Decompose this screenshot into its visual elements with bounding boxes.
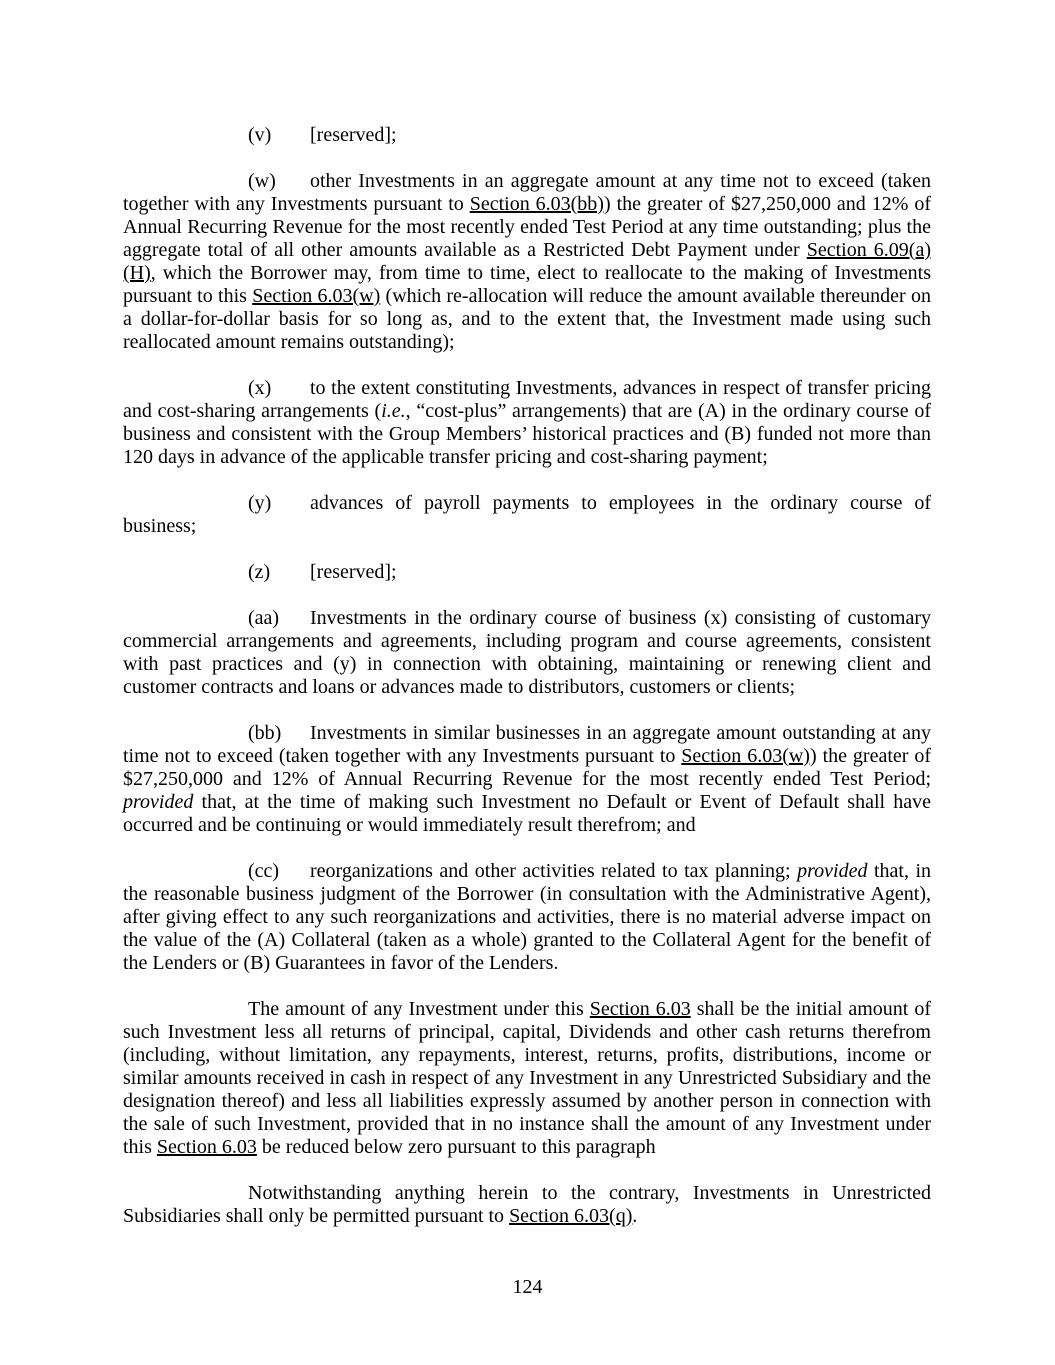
clause-label: (z) <box>248 561 271 583</box>
page-number: 124 <box>512 1276 543 1298</box>
clause-label: (x) <box>248 377 272 399</box>
investment-amount-paragraph <box>123 998 931 1159</box>
clause-cc <box>123 860 931 975</box>
section-reference: Section 6.03(w) <box>681 745 810 767</box>
text-run: that, at the time of making such Investment no Default or Event of Default shall have occurred and be continuing or would immediately result therefrom; and <box>123 791 931 836</box>
section-reference: Section 6.03(w) <box>252 285 381 307</box>
text-run: Notwithstanding anything herein to the contrary, Investments in Unrestricted Subsidiaries shall only be permitted pursuant to <box>123 1182 931 1227</box>
text-run: , “cost-plus” arrangements) that are (A) in the ordinary course of business and consistent with the Group Members’ historical practices and (B) funded not more than 120 days in advance of the applicable transfer pricing and cost-sharing payment; <box>123 400 932 468</box>
clause-v <box>123 124 931 147</box>
text-run: , which the Borrower may, from time to time, elect to reallocate to the making of Investments pursuant to this <box>123 262 931 307</box>
document-body <box>123 124 931 1251</box>
text-run: be reduced below zero pursuant to this paragraph <box>256 1136 656 1158</box>
section-reference: Section 6.03(q) <box>509 1205 633 1227</box>
text-run: ) the greater of $27,250,000 and 12% of Annual Recurring Revenue for the most recently ended Test Period at any time outstanding; plus the aggregate total of all other amounts available as a Restricted Debt Payment under <box>123 193 932 261</box>
clause-x <box>123 377 931 469</box>
clause-aa <box>123 607 931 699</box>
clause-w <box>123 170 931 354</box>
emphasis-text: i.e. <box>381 400 406 422</box>
clause-label: (bb) <box>248 722 282 744</box>
text-run: reorganizations and other activities related to tax planning; <box>310 860 798 882</box>
section-reference: Section 6.03 <box>589 998 691 1020</box>
clause-z <box>123 561 931 584</box>
text-run: The amount of any Investment under this <box>248 998 590 1020</box>
text-run: advances of payroll payments to employees in the ordinary course of business; <box>123 492 931 537</box>
clause-label: (v) <box>248 124 272 146</box>
text-run: . <box>632 1205 638 1227</box>
text-run: other Investments in an aggregate amount at any time not to exceed (taken together with any Investments pursuant to <box>123 170 931 215</box>
emphasis-text: provided <box>797 860 868 882</box>
text-run: that, in the reasonable business judgment of the Borrower (in consultation with the Administrative Agent), after giving effect to any such reorganizations and activities, there is no material adverse impact on the value of the (A) Collateral (taken as a whole) granted to the Collateral Agent for the benefit of the Lenders or (B) Guarantees in favor of the Lenders. <box>123 860 932 974</box>
text-run: to the extent constituting Investments, advances in respect of transfer pricing and cost-sharing arrangements ( <box>123 377 931 422</box>
text-run: [reserved]; <box>310 561 397 583</box>
clause-y <box>123 492 931 538</box>
emphasis-text: provided <box>123 791 194 813</box>
unrestricted-subsidiaries-paragraph <box>123 1182 931 1228</box>
text-run: ) the greater of $27,250,000 and 12% of Annual Recurring Revenue for the most recently ended Test Period; <box>123 745 932 790</box>
clause-bb <box>123 722 931 837</box>
clause-label: (y) <box>248 492 272 514</box>
text-run: (which re-allocation will reduce the amount available thereunder on a dollar-for-dollar basis for so long as, and to the extent that, the Investment made using such reallocated amount remains outstanding); <box>123 285 931 353</box>
text-run: [reserved]; <box>310 124 397 146</box>
clause-label: (cc) <box>248 860 280 882</box>
section-reference: Section 6.09(a)(H) <box>123 239 931 284</box>
text-run: shall be the initial amount of such Investment less all returns of principal, capital, Dividends and other cash returns therefrom (including, without limitation, any repayments, interest, returns, profits, distributions, income or similar amounts received in cash in respect of any Investment in any Unrestricted Subsidiary and the designation thereof) and less all liabilities expressly assumed by another person in connection with the sale of such Investment, provided that in no instance shall the amount of any Investment under this <box>123 998 931 1158</box>
text-run: Investments in similar businesses in an aggregate amount outstanding at any time not to exceed (taken together with any Investments pursuant to <box>123 722 931 767</box>
text-run: Investments in the ordinary course of business (x) consisting of customary commercial arrangements and agreements, including program and course agreements, consistent with past practices and (y) in connection with obtaining, maintaining or renewing client and customer contracts and loans or advances made to distributors, customers or clients; <box>123 607 931 698</box>
section-reference: Section 6.03 <box>156 1136 257 1158</box>
clause-label: (w) <box>248 170 276 192</box>
section-reference: Section 6.03(bb) <box>469 193 604 215</box>
clause-label: (aa) <box>248 607 280 629</box>
